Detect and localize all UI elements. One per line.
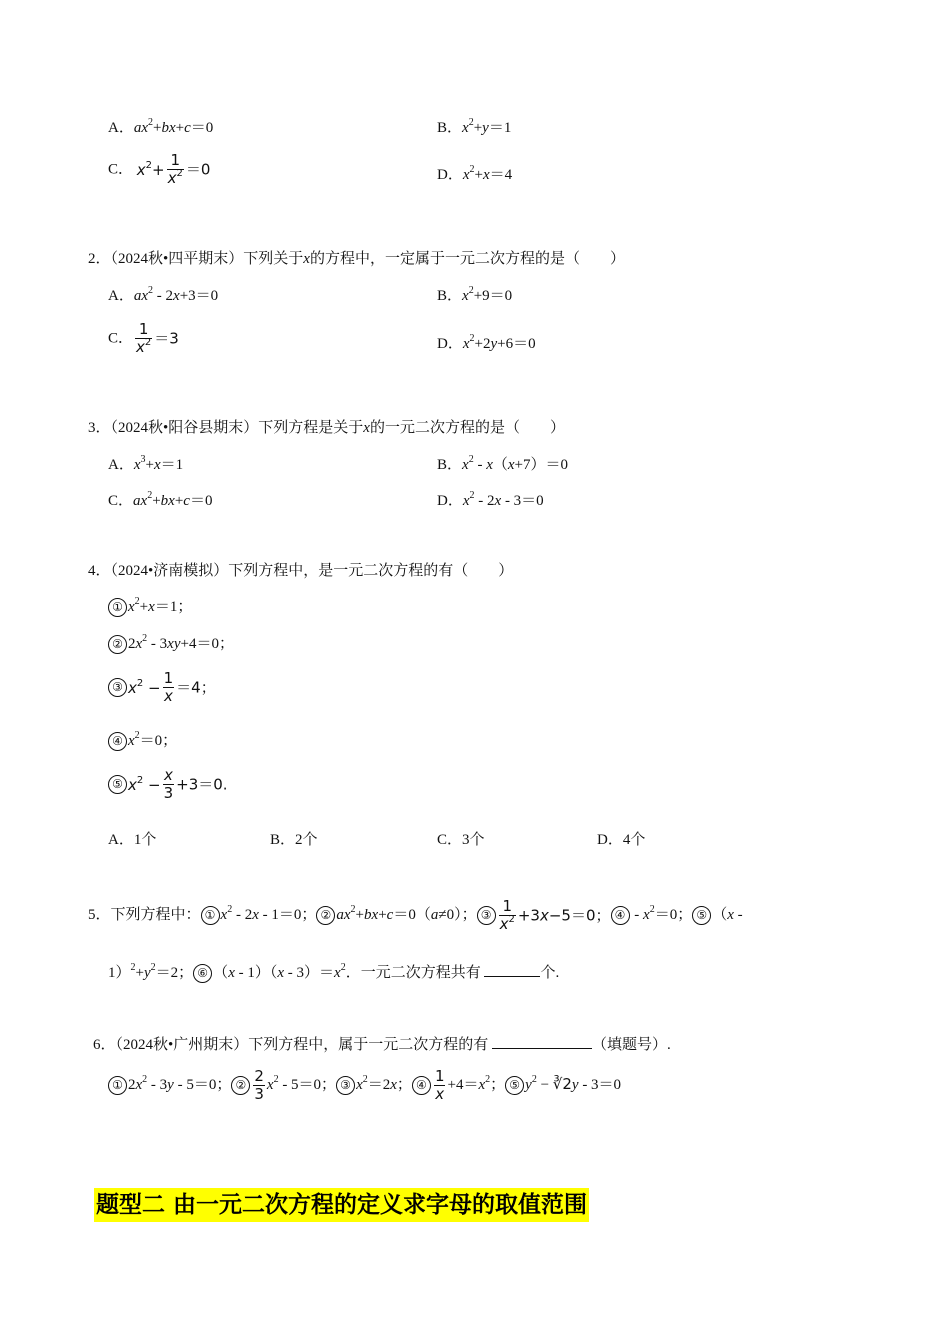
q3-stem: 3．（2024秋•阳谷县期末）下列方程是关于x的一元二次方程的是（ ） [88, 420, 565, 436]
q6-answer-blank[interactable] [492, 1034, 592, 1049]
q4-stem: 4．（2024•济南模拟）下列方程中，是一元二次方程的有（ ） [88, 563, 514, 579]
section-heading: 题型二 由一元二次方程的定义求字母的取值范围 [94, 1188, 589, 1222]
q5-stem-line2: $1)^2+y^2=2$； ⑥ $(x - 1)(x - 3)=x^2$．一元二次方程共有 个. [108, 962, 559, 983]
q1-option-d: D．$x^2+x=4$ [437, 164, 513, 183]
q4-item-1: ① $x^2+x=1$； [108, 597, 192, 617]
q5-answer-blank[interactable] [484, 962, 540, 977]
q4-item-3: ③ $x^2$ − $\frac{1}{x}$ ＝4； [108, 670, 216, 705]
q3-option-a: A．$x^3+x=1$ [108, 454, 184, 473]
q4-choice-d: D．4个 [597, 832, 646, 848]
q1-option-c: C． $x^2+$ $\frac{1}{x^2}$ ＝0 [108, 151, 211, 187]
q5-stem-line1: 5．下列方程中： ① $x^2 - 2x - 1=0$； ② $ax^2+bx+c=0(a\ne 0)$； ③ $\frac{1}{x^2}$ +3x−5＝0； ④ - $x^2=0$； ⑤ （x - [88, 897, 743, 933]
q4-choice-a: A．1个 [108, 832, 157, 848]
q4-choice-b: B．2个 [270, 832, 318, 848]
q4-choice-c: C．3个 [437, 832, 485, 848]
q4-item-4: ④ $x^2=0$； [108, 731, 177, 751]
q6-stem: 6．（2024秋•广州期末）下列方程中，属于一元二次方程的有 （填题号）. [93, 1034, 671, 1055]
q6-equations: ① $2x^2 - 3y - 5=0$； ② $\frac{2}{3}$ $x^2 - 5=0$； ③ $x^2=2x$； ④ $\frac{1}{x}$ $+4=x^2$； ⑤ $y^2$ − ∛2y - 3＝0 [108, 1068, 621, 1103]
q2-option-c: C． $\frac{1}{x^2}$ ＝3 [108, 320, 179, 356]
q1-option-a: A．$ax^2+bx+c=0$ [108, 117, 214, 136]
q2-stem: 2．（2024秋•四平期末）下列关于x的方程中，一定属于一元二次方程的是（ ） [88, 251, 625, 267]
q3-option-d: D．$x^2 - 2x - 3=0$ [437, 490, 544, 509]
q2-option-a: A．$ax^2 - 2x+3=0$ [108, 285, 219, 304]
q2-option-d: D．$x^2+2y+6=0$ [437, 333, 536, 352]
q4-item-2: ② $2x^2 - 3xy+4=0$； [108, 634, 234, 654]
q3-option-b: B．$x^2 - x(x+7)=0$ [437, 454, 569, 473]
q3-option-c: C．$ax^2+bx+c=0$ [108, 490, 213, 509]
q2-option-b: B．$x^2+9=0$ [437, 285, 513, 304]
q4-item-5: ⑤ $x^2$ − $\frac{x}{3}$ +3＝0. [108, 767, 228, 802]
q1-option-b: B．$x^2+y=1$ [437, 117, 512, 136]
